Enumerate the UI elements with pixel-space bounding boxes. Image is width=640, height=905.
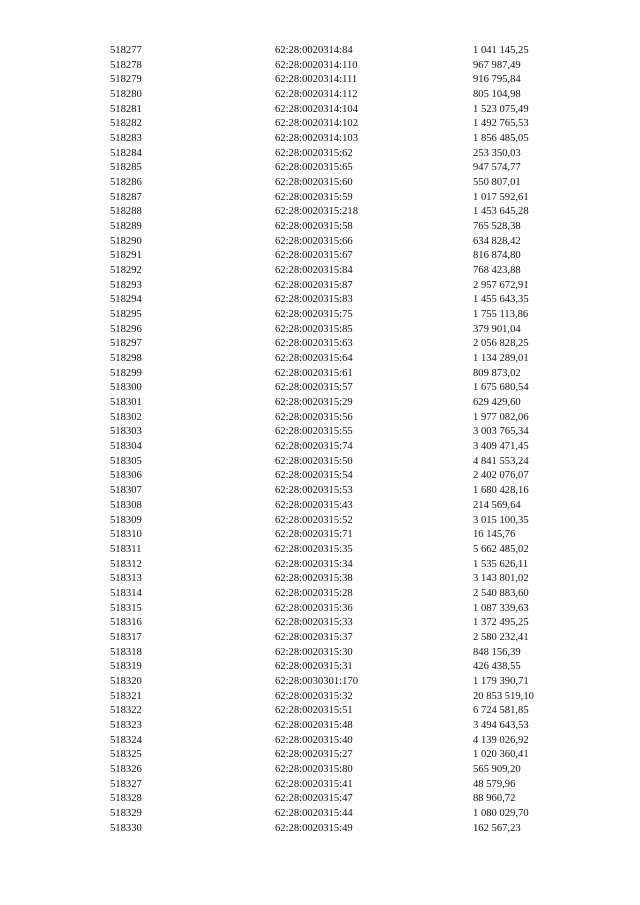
cadastral-value: 1 523 075,49 (473, 103, 529, 115)
cadastral-value: 1 087 339,63 (473, 602, 529, 614)
table-row (0, 469, 640, 484)
table-row (0, 484, 640, 499)
table-row (0, 191, 640, 206)
cadastral-number: 62:28:0020315:51 (275, 705, 353, 717)
row-number: 518293 (110, 279, 142, 291)
cadastral-number: 62:28:0020315:38 (275, 573, 353, 585)
table-row (0, 514, 640, 529)
cadastral-value: 1 856 485,05 (473, 133, 529, 145)
cadastral-value: 765 528,38 (473, 221, 521, 233)
cadastral-number: 62:28:0020315:43 (275, 499, 353, 511)
cadastral-number: 62:28:0020315:27 (275, 749, 353, 761)
row-number: 518298 (110, 353, 142, 365)
row-number: 518321 (110, 690, 142, 702)
table-row (0, 352, 640, 367)
table-row (0, 704, 640, 719)
cadastral-value: 809 873,02 (473, 367, 521, 379)
table-row (0, 748, 640, 763)
cadastral-number: 62:28:0020314:111 (275, 74, 358, 86)
cadastral-number: 62:28:0020315:37 (275, 631, 353, 643)
table-row (0, 543, 640, 558)
cadastral-number: 62:28:0020315:64 (275, 353, 353, 365)
row-number: 518281 (110, 103, 142, 115)
cadastral-value-table (0, 44, 640, 836)
cadastral-number: 62:28:0020315:87 (275, 279, 353, 291)
cadastral-value: 1 675 680,54 (473, 382, 529, 394)
table-row (0, 88, 640, 103)
cadastral-value: 1 455 643,35 (473, 294, 529, 306)
table-row (0, 778, 640, 793)
row-number: 518299 (110, 367, 142, 379)
table-row (0, 396, 640, 411)
cadastral-number: 62:28:0020315:41 (275, 778, 353, 790)
row-number: 518278 (110, 59, 142, 71)
cadastral-value: 1 680 428,16 (473, 485, 529, 497)
row-number: 518301 (110, 397, 142, 409)
row-number: 518291 (110, 250, 142, 262)
cadastral-value: 3 494 643,53 (473, 719, 529, 731)
row-number: 518295 (110, 309, 142, 321)
cadastral-number: 62:28:0020315:31 (275, 661, 353, 673)
cadastral-value: 1 372 495,25 (473, 617, 529, 629)
cadastral-value: 1 535 626,11 (473, 558, 529, 570)
table-row (0, 59, 640, 74)
row-number: 518319 (110, 661, 142, 673)
row-number: 518277 (110, 45, 142, 56)
table-row (0, 792, 640, 807)
cadastral-number: 62:28:0020315:83 (275, 294, 353, 306)
row-number: 518325 (110, 749, 142, 761)
table-row (0, 205, 640, 220)
cadastral-value: 947 574,77 (473, 162, 521, 174)
cadastral-number: 62:28:0020315:34 (275, 558, 353, 570)
table-row (0, 235, 640, 250)
table-row (0, 117, 640, 132)
row-number: 518286 (110, 177, 142, 189)
table-row (0, 279, 640, 294)
table-row (0, 176, 640, 191)
cadastral-value: 1 041 145,25 (473, 45, 529, 56)
cadastral-value: 848 156,39 (473, 646, 521, 658)
cadastral-value: 2 540 883,60 (473, 587, 529, 599)
cadastral-number: 62:28:0020314:110 (275, 59, 358, 71)
row-number: 518283 (110, 133, 142, 145)
cadastral-value: 1 492 765,53 (473, 118, 529, 130)
table-row (0, 73, 640, 88)
cadastral-number: 62:28:0020315:28 (275, 587, 353, 599)
table-row (0, 616, 640, 631)
cadastral-value: 1 134 289,01 (473, 353, 529, 365)
cadastral-number: 62:28:0020315:35 (275, 543, 353, 555)
row-number: 518304 (110, 441, 142, 453)
table-row (0, 660, 640, 675)
row-number: 518300 (110, 382, 142, 394)
cadastral-number: 62:28:0020315:40 (275, 734, 353, 746)
cadastral-value: 2 580 232,41 (473, 631, 529, 643)
cadastral-value: 253 350,03 (473, 147, 521, 159)
row-number: 518297 (110, 338, 142, 350)
table-row (0, 411, 640, 426)
row-number: 518294 (110, 294, 142, 306)
cadastral-value: 426 438,55 (473, 661, 521, 673)
cadastral-number: 62:28:0020315:33 (275, 617, 353, 629)
cadastral-number: 62:28:0020315:71 (275, 529, 353, 541)
table-row (0, 734, 640, 749)
cadastral-number: 62:28:0020315:47 (275, 793, 353, 805)
table-row (0, 763, 640, 778)
cadastral-number: 62:28:0020315:85 (275, 323, 353, 335)
cadastral-number: 62:28:0020315:57 (275, 382, 353, 394)
cadastral-value: 1 017 592,61 (473, 191, 529, 203)
cadastral-value: 5 662 485,02 (473, 543, 529, 555)
table-row (0, 646, 640, 661)
cadastral-number: 62:28:0020315:44 (275, 807, 353, 819)
cadastral-value: 565 909,20 (473, 763, 521, 775)
cadastral-value: 88 960,72 (473, 793, 516, 805)
cadastral-number: 62:28:0020315:48 (275, 719, 353, 731)
row-number: 518315 (110, 602, 142, 614)
cadastral-number: 62:28:0020315:63 (275, 338, 353, 350)
row-number: 518296 (110, 323, 142, 335)
row-number: 518287 (110, 191, 142, 203)
cadastral-value: 2 056 828,25 (473, 338, 529, 350)
cadastral-number: 62:28:0020315:218 (275, 206, 358, 218)
table-row (0, 690, 640, 705)
cadastral-number: 62:28:0020314:104 (275, 103, 358, 115)
table-row (0, 249, 640, 264)
cadastral-number: 62:28:0020315:32 (275, 690, 353, 702)
cadastral-number: 62:28:0020315:75 (275, 309, 353, 321)
table-row (0, 308, 640, 323)
cadastral-value: 16 145,76 (473, 529, 516, 541)
cadastral-value: 816 874,80 (473, 250, 521, 262)
table-row (0, 220, 640, 235)
row-number: 518313 (110, 573, 142, 585)
row-number: 518327 (110, 778, 142, 790)
cadastral-number: 62:28:0020315:74 (275, 441, 353, 453)
cadastral-value: 48 579,96 (473, 778, 516, 790)
cadastral-number: 62:28:0020315:56 (275, 411, 353, 423)
cadastral-value: 4 841 553,24 (473, 455, 529, 467)
cadastral-number: 62:28:0020315:66 (275, 235, 353, 247)
cadastral-value: 967 987,49 (473, 59, 521, 71)
row-number: 518303 (110, 426, 142, 438)
cadastral-number: 62:28:0020315:61 (275, 367, 353, 379)
cadastral-number: 62:28:0020315:58 (275, 221, 353, 233)
table-row (0, 499, 640, 514)
cadastral-value: 1 179 390,71 (473, 675, 529, 687)
row-number: 518322 (110, 705, 142, 717)
table-row (0, 455, 640, 470)
cadastral-value: 768 423,88 (473, 265, 521, 277)
table-row (0, 44, 640, 59)
cadastral-number: 62:28:0020315:36 (275, 602, 353, 614)
cadastral-number: 62:28:0020314:103 (275, 133, 358, 145)
row-number: 518318 (110, 646, 142, 658)
row-number: 518289 (110, 221, 142, 233)
cadastral-number: 62:28:0020315:29 (275, 397, 353, 409)
cadastral-value: 2 957 672,91 (473, 279, 529, 291)
cadastral-value: 550 807,01 (473, 177, 521, 189)
row-number: 518310 (110, 529, 142, 541)
table-row (0, 675, 640, 690)
table-row (0, 587, 640, 602)
table-row (0, 631, 640, 646)
cadastral-value: 634 828,42 (473, 235, 521, 247)
table-row (0, 425, 640, 440)
cadastral-number: 62:28:0020315:80 (275, 763, 353, 775)
cadastral-value: 6 724 581,85 (473, 705, 529, 717)
cadastral-value: 629 429,60 (473, 397, 521, 409)
row-number: 518306 (110, 470, 142, 482)
cadastral-number: 62:28:0020315:60 (275, 177, 353, 189)
row-number: 518328 (110, 793, 142, 805)
cadastral-number: 62:28:0020315:62 (275, 147, 353, 159)
cadastral-number: 62:28:0020315:59 (275, 191, 353, 203)
row-number: 518314 (110, 587, 142, 599)
row-number: 518326 (110, 763, 142, 775)
table-row (0, 822, 640, 837)
cadastral-number: 62:28:0020315:52 (275, 514, 353, 526)
row-number: 518309 (110, 514, 142, 526)
table-row (0, 161, 640, 176)
row-number: 518284 (110, 147, 142, 159)
row-number: 518280 (110, 89, 142, 101)
cadastral-value: 3 003 765,34 (473, 426, 529, 438)
table-row (0, 719, 640, 734)
table-row (0, 381, 640, 396)
cadastral-number: 62:28:0020315:84 (275, 265, 353, 277)
cadastral-value: 2 402 076,07 (473, 470, 529, 482)
row-number: 518317 (110, 631, 142, 643)
cadastral-value: 20 853 519,10 (473, 690, 534, 702)
row-number: 518288 (110, 206, 142, 218)
table-row (0, 264, 640, 279)
row-number: 518308 (110, 499, 142, 511)
table-row (0, 528, 640, 543)
cadastral-number: 62:28:0020315:67 (275, 250, 353, 262)
row-number: 518316 (110, 617, 142, 629)
cadastral-value: 805 104,98 (473, 89, 521, 101)
cadastral-value: 3 143 801,02 (473, 573, 529, 585)
table-row (0, 367, 640, 382)
cadastral-number: 62:28:0020315:49 (275, 822, 353, 834)
table-row (0, 337, 640, 352)
cadastral-number: 62:28:0020315:65 (275, 162, 353, 174)
cadastral-value: 214 569,64 (473, 499, 521, 511)
cadastral-value: 1 080 029,70 (473, 807, 529, 819)
row-number: 518282 (110, 118, 142, 130)
table-row (0, 440, 640, 455)
table-row (0, 293, 640, 308)
cadastral-value: 3 409 471,45 (473, 441, 529, 453)
cadastral-value: 1 755 113,86 (473, 309, 529, 321)
table-row (0, 132, 640, 147)
cadastral-value: 3 015 100,35 (473, 514, 529, 526)
cadastral-number: 62:28:0020315:50 (275, 455, 353, 467)
cadastral-value: 1 020 360,41 (473, 749, 529, 761)
table-row (0, 602, 640, 617)
cadastral-value: 4 139 026,92 (473, 734, 529, 746)
table-row (0, 558, 640, 573)
row-number: 518329 (110, 807, 142, 819)
table-row (0, 807, 640, 822)
cadastral-number: 62:28:0020314:112 (275, 89, 358, 101)
row-number: 518292 (110, 265, 142, 277)
row-number: 518312 (110, 558, 142, 570)
row-number: 518279 (110, 74, 142, 86)
row-number: 518305 (110, 455, 142, 467)
cadastral-number: 62:28:0020315:30 (275, 646, 353, 658)
row-number: 518324 (110, 734, 142, 746)
row-number: 518285 (110, 162, 142, 174)
cadastral-number: 62:28:0030301:170 (275, 675, 358, 687)
cadastral-value: 162 567,23 (473, 822, 521, 834)
cadastral-number: 62:28:0020315:53 (275, 485, 353, 497)
table-row (0, 572, 640, 587)
cadastral-number: 62:28:0020315:54 (275, 470, 353, 482)
row-number: 518311 (110, 543, 142, 555)
row-number: 518302 (110, 411, 142, 423)
cadastral-number: 62:28:0020314:84 (275, 45, 353, 56)
cadastral-number: 62:28:0020314:102 (275, 118, 358, 130)
cadastral-number: 62:28:0020315:55 (275, 426, 353, 438)
row-number: 518330 (110, 822, 142, 834)
row-number: 518320 (110, 675, 142, 687)
table-row (0, 323, 640, 338)
cadastral-value: 916 795,84 (473, 74, 521, 86)
row-number: 518307 (110, 485, 142, 497)
cadastral-value: 1 977 082,06 (473, 411, 529, 423)
row-number: 518323 (110, 719, 142, 731)
cadastral-value: 1 453 645,28 (473, 206, 529, 218)
cadastral-value: 379 901,04 (473, 323, 521, 335)
table-row (0, 147, 640, 162)
row-number: 518290 (110, 235, 142, 247)
table-row (0, 103, 640, 118)
